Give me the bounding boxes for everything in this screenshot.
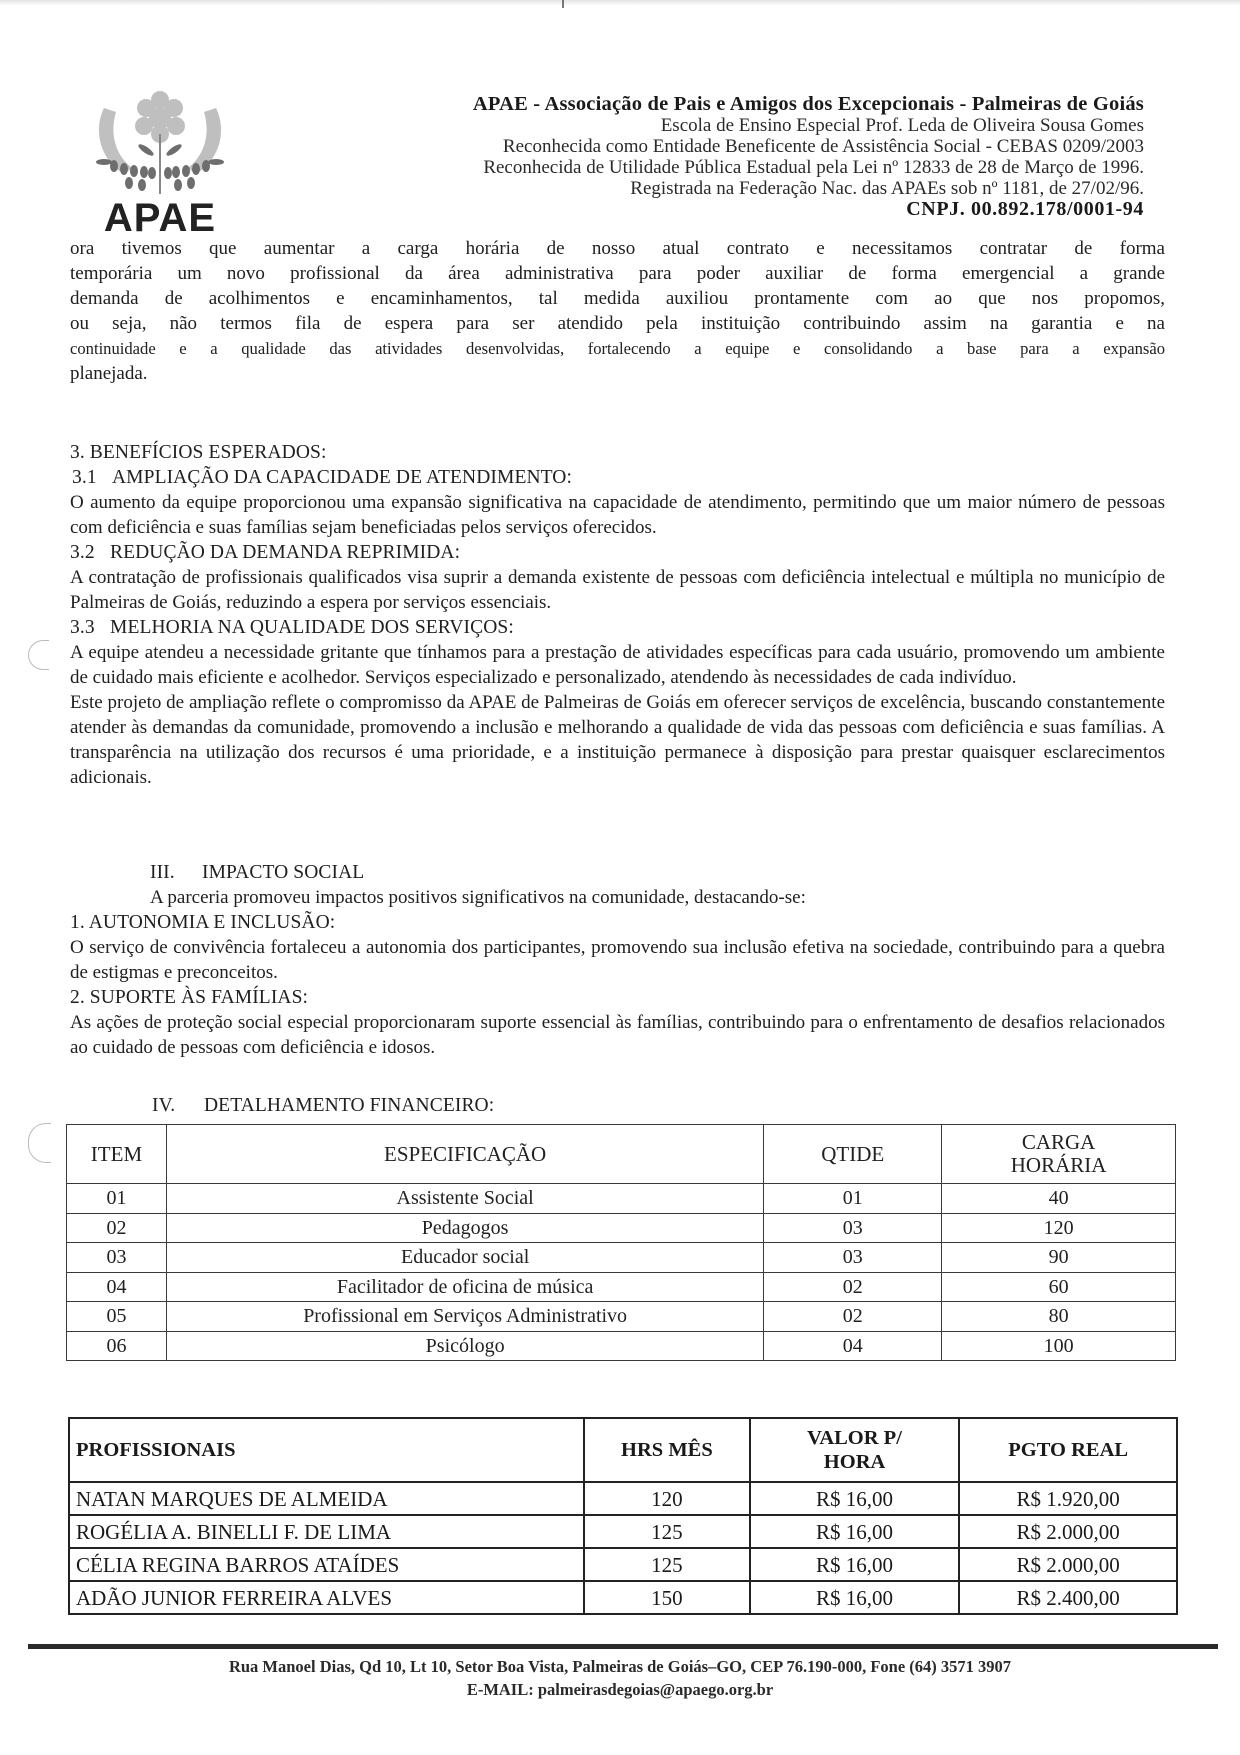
cell-item: 02: [67, 1213, 167, 1243]
subsection-text: O aumento da equipe proporcionou uma expansão significativa na capacidade de atendimento, permitindo que um maior número de pessoas com deficiência e suas famílias sejam beneficiadas pelos serviços oferecidos.: [70, 492, 1165, 538]
cell-rate: R$ 16,00: [750, 1515, 960, 1548]
cell-hours: 125: [584, 1548, 750, 1581]
cell-carga: 40: [942, 1184, 1176, 1214]
cell-item: 04: [67, 1272, 167, 1302]
closing-paragraph: Este projeto de ampliação reflete o compromisso da APAE de Palmeiras de Goiás em oferecer serviços de excelência, buscando constantemente atender às demandas da comunidade, promovendo a inclusão e melhorando a qualidade de vida das pessoas com deficiência e suas famílias. A transparência na utilização dos recursos é uma prioridade, e a instituição permanece à disposição para prestar quaisquer esclarecimentos adicionais.: [70, 692, 1165, 788]
footer-address: Rua Manoel Dias, Qd 10, Lt 10, Setor Boa Vista, Palmeiras de Goiás–GO, CEP 76.190-000, Fone (64) 3571 3907: [228, 1657, 1012, 1676]
cnpj: CNPJ. 00.892.178/0001-94: [906, 198, 1144, 220]
footer-email: E-MAIL: palmeirasdegoias@apaego.org.br: [466, 1680, 774, 1699]
cell-hours: 125: [584, 1515, 750, 1548]
section-heading: 3. BENEFÍCIOS ESPERADOS:: [70, 442, 327, 463]
utilidade-publica-line: Reconhecida de Utilidade Pública Estadual pela Lei nº 12833 de 28 de Março de 1996.: [483, 157, 1144, 178]
column-header-hrs-mes: HRS MÊS: [584, 1418, 750, 1482]
roman-numeral: III.: [150, 862, 175, 883]
section-title: IMPACTO SOCIAL: [202, 862, 365, 883]
cell-payment: R$ 1.920,00: [959, 1482, 1177, 1515]
item-heading: 2. SUPORTE ÀS FAMÍLIAS:: [70, 987, 309, 1008]
flower-hands-icon: [84, 88, 236, 198]
org-title: APAE - Associação de Pais e Amigos dos Excepcionais - Palmeiras de Goiás: [472, 93, 1144, 115]
cell-rate: R$ 16,00: [750, 1548, 960, 1581]
cell-qtide: 01: [764, 1184, 942, 1214]
cell-item: 06: [67, 1331, 167, 1361]
subsection-heading-3-2: [70, 540, 1165, 565]
cell-hours: 120: [584, 1482, 750, 1515]
subsection-title: AMPLIAÇÃO DA CAPACIDADE DE ATENDIMENTO:: [112, 467, 573, 488]
cell-payment: R$ 2.400,00: [959, 1581, 1177, 1614]
cell-qtide: 03: [764, 1213, 942, 1243]
table-row: [67, 1302, 1176, 1332]
table-row: [67, 1331, 1176, 1361]
scan-top-edge: [0, 0, 1240, 6]
item-text: As ações de proteção social especial proporcionaram suporte essencial às famílias, contribuindo para o enfrentamento de desafios relacionados ao cuidado de pessoas com deficiência e idosos.: [70, 1012, 1165, 1058]
cell-item: 03: [67, 1243, 167, 1273]
cell-item: 05: [67, 1302, 167, 1332]
impacto-section: [70, 860, 1165, 1060]
cell-carga: 100: [942, 1331, 1176, 1361]
punch-hole-mark: [28, 1123, 51, 1163]
table-row: [67, 1272, 1176, 1302]
table-row: [67, 1213, 1176, 1243]
cell-qtide: 02: [764, 1272, 942, 1302]
footer-divider: [28, 1644, 1218, 1649]
punch-hole-mark: [28, 640, 49, 670]
column-header-pgto-real: PGTO REAL: [959, 1418, 1177, 1482]
cell-qtide: 04: [764, 1331, 942, 1361]
section-title: DETALHAMENTO FINANCEIRO:: [204, 1095, 495, 1116]
intro-line: temporária um novo profissional da área administrativa para poder auxiliar de forma emergencial a grande: [70, 263, 1165, 284]
logo-wordmark: APAE: [103, 196, 217, 240]
cell-name: NATAN MARQUES DE ALMEIDA: [69, 1482, 584, 1515]
column-header-valor-hora: [750, 1418, 960, 1482]
subsection-heading-3-1: [70, 465, 1165, 490]
cell-especificacao: Pedagogos: [166, 1213, 763, 1243]
cell-carga: 80: [942, 1302, 1176, 1332]
header-line: VALOR P/: [807, 1427, 902, 1449]
subsection-title: MELHORIA NA QUALIDADE DOS SERVIÇOS:: [110, 617, 514, 638]
table-row: [69, 1581, 1177, 1614]
cell-payment: R$ 2.000,00: [959, 1515, 1177, 1548]
table-row: [69, 1482, 1177, 1515]
cell-qtide: 02: [764, 1302, 942, 1332]
intro-line: ou seja, não termos fila de espera para ser atendido pela instituição contribuindo assim na garantia e na: [70, 313, 1165, 334]
impacto-intro: A parceria promoveu impactos positivos significativos na comunidade, destacando-se:: [150, 887, 806, 908]
intro-line: ora tivemos que aumentar a carga horária de nosso atual contrato e necessitamos contratar de forma: [70, 238, 1165, 259]
scan-tick-mark: [562, 0, 564, 8]
column-header-profissionais: PROFISSIONAIS: [69, 1418, 584, 1482]
cell-especificacao: Assistente Social: [166, 1184, 763, 1214]
cell-especificacao: Profissional em Serviços Administrativo: [166, 1302, 763, 1332]
cell-qtide: 03: [764, 1243, 942, 1273]
roman-numeral: IV.: [152, 1095, 176, 1116]
section-heading: [70, 1093, 1165, 1118]
cell-especificacao: Psicólogo: [166, 1331, 763, 1361]
apae-logo: [84, 88, 236, 238]
intro-paragraph: [70, 236, 1165, 386]
table-row: [67, 1243, 1176, 1273]
cell-item: 01: [67, 1184, 167, 1214]
subsection-text: A contratação de profissionais qualificados visa suprir a demanda existente de pessoas com deficiência intelectual e múltipla no município de Palmeiras de Goiás, reduzindo a espera por serviços essenciais.: [70, 567, 1165, 613]
table-row: [69, 1515, 1177, 1548]
subsection-number: 3.3: [70, 617, 95, 638]
intro-line: planejada.: [70, 363, 148, 384]
beneficios-section: [70, 440, 1165, 790]
table-header-row: [67, 1125, 1176, 1184]
cell-especificacao: Facilitador de oficina de música: [166, 1272, 763, 1302]
subsection-number: 3.1: [72, 467, 97, 488]
cell-name: ADÃO JUNIOR FERREIRA ALVES: [69, 1581, 584, 1614]
table-header-row: [69, 1418, 1177, 1482]
cell-especificacao: Educador social: [166, 1243, 763, 1273]
cell-carga: 90: [942, 1243, 1176, 1273]
subsection-number: 3.2: [70, 542, 95, 563]
column-header-qtide: QTIDE: [764, 1125, 942, 1184]
profissionais-payment-table: [68, 1417, 1178, 1615]
school-name: Escola de Ensino Especial Prof. Leda de Oliveira Sousa Gomes: [660, 115, 1144, 136]
footer: [0, 1655, 1240, 1701]
cell-name: CÉLIA REGINA BARROS ATAÍDES: [69, 1548, 584, 1581]
header-line: HORA: [823, 1451, 886, 1473]
table-row: [67, 1184, 1176, 1214]
letterhead: [260, 94, 1144, 220]
financeiro-heading: [70, 1093, 1165, 1118]
cell-rate: R$ 16,00: [750, 1581, 960, 1614]
section-heading: [70, 860, 1165, 885]
subsection-heading-3-3: [70, 615, 1165, 640]
cell-carga: 60: [942, 1272, 1176, 1302]
subsection-text: A equipe atendeu a necessidade gritante que tínhamos para a prestação de atividades específicas para cada usuário, promovendo um ambiente de cuidado mais eficiente e acolhedor. Serviços especializado e personalizado, atendendo às necessidades de cada indivíduo.: [70, 642, 1165, 688]
subsection-title: REDUÇÃO DA DEMANDA REPRIMIDA:: [110, 542, 461, 563]
intro-line: continuidade e a qualidade das atividades desenvolvidas, fortalecendo a equipe e consolidando a base para a expansão: [70, 339, 1165, 358]
item-heading: 1. AUTONOMIA E INCLUSÃO:: [70, 912, 336, 933]
header-line: HORÁRIA: [1010, 1153, 1107, 1177]
column-header-carga-horaria: [942, 1125, 1176, 1184]
cell-carga: 120: [942, 1213, 1176, 1243]
column-header-item: ITEM: [67, 1125, 167, 1184]
cargo-table: [66, 1124, 1176, 1361]
cebas-line: Reconhecida como Entidade Beneficente de Assistência Social - CEBAS 0209/2003: [502, 136, 1144, 157]
item-text: O serviço de convivência fortaleceu a autonomia dos participantes, promovendo sua inclusão efetiva na sociedade, contribuindo para a quebra de estigmas e preconceitos.: [70, 937, 1165, 983]
intro-line: demanda de acolhimentos e encaminhamentos, tal medida auxiliou prontamente com ao que nos propomos,: [70, 288, 1165, 309]
cell-hours: 150: [584, 1581, 750, 1614]
cell-payment: R$ 2.000,00: [959, 1548, 1177, 1581]
cell-name: ROGÉLIA A. BINELLI F. DE LIMA: [69, 1515, 584, 1548]
table-row: [69, 1548, 1177, 1581]
column-header-especificacao: ESPECIFICAÇÃO: [166, 1125, 763, 1184]
header-line: CARGA: [1021, 1130, 1096, 1154]
cell-rate: R$ 16,00: [750, 1482, 960, 1515]
registro-line: Registrada na Federação Nac. das APAEs sob nº 1181, de 27/02/96.: [630, 178, 1144, 199]
